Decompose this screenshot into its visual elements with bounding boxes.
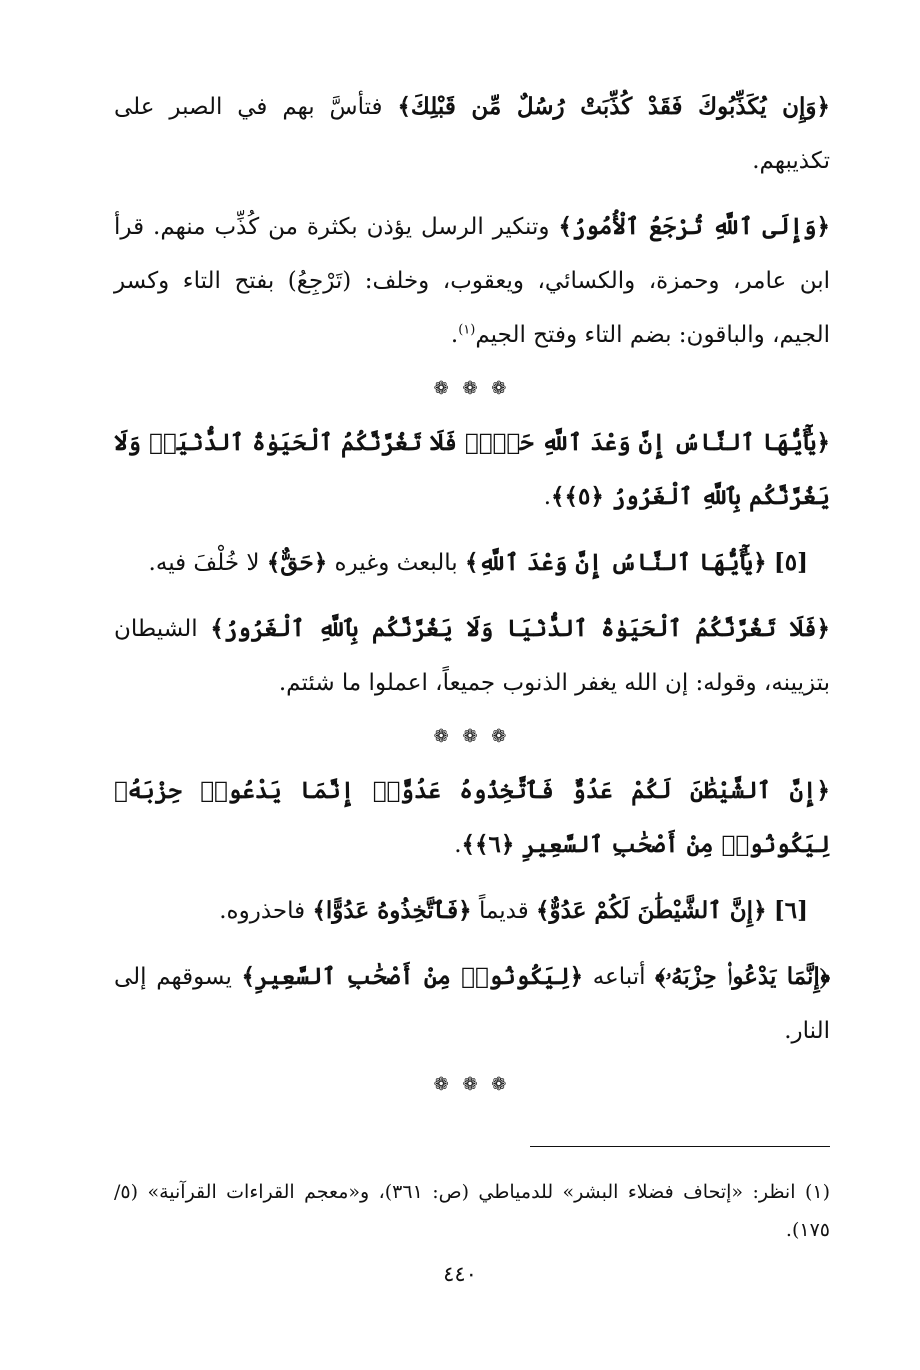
commentary-text: أتباعه	[583, 964, 656, 990]
verse-number: [٥]	[773, 549, 808, 576]
commentary-text: قديماً	[471, 898, 537, 924]
commentary-text: فاحذروه.	[219, 898, 313, 924]
page-number: ٤٤٠	[443, 1262, 477, 1286]
tafsir-5-b	[114, 602, 830, 710]
footnote-text: انظر: «إتحاف فضلاء البشر» للدمياطي (ص: ٣٦١)، و«معجم القراءات القرآنية» (٥/ ١٧٥).	[114, 1181, 830, 1241]
quran-verse: ﴿يَٰٓأَيُّهَا ٱلنَّاسُ إِنَّ وَعْدَ ٱللَّهِ حَقٌّۖ فَلَا تَغُرَّنَّكُمُ ٱلْحَيَوٰةُ ٱلدُّنْيَاۖ وَلَا يَغُرَّنَّكُم بِٱللَّهِ ٱلْغَرُورُ ﴿٥﴾﴾	[114, 429, 830, 510]
footnote-1	[114, 1173, 830, 1249]
commentary-text: الشيطان بتزيينه، وقوله: إن الله يغفر الذنوب جميعاً، اعملوا ما شئتم.	[114, 616, 830, 696]
commentary-text: يسوقهم إلى النار.	[114, 964, 830, 1044]
section-separator: ❁ ❁ ❁	[433, 726, 511, 747]
quran-quote: ﴿حَقٌّ﴾	[266, 549, 328, 576]
sentence-end: .	[450, 322, 459, 348]
quran-verse: ﴿إِنَّ ٱلشَّيْطَٰنَ لَكُمْ عَدُوٌّ فَٱتَّخِذُوهُ عَدُوًّاۚ إِنَّمَا يَدْعُوا۟ حِزْبَهُۥ لِيَكُونُوا۟ مِنْ أَصْحَٰبِ ٱلسَّعِيرِ ﴿٦﴾﴾	[114, 777, 830, 858]
verse-6	[114, 764, 830, 872]
footnote-divider	[530, 1146, 830, 1147]
commentary-text: فتأسَّ بهم في الصبر على تكذيبهم.	[114, 94, 830, 174]
quran-quote: ﴿إِنَّ ٱلشَّيْطَٰنَ لَكُمْ عَدُوٌّ﴾	[536, 897, 767, 924]
quran-quote: ﴿إِنَّمَا يَدْعُوا۟ حِزْبَهُۥ﴾	[655, 963, 831, 990]
verse-number: [٦]	[773, 897, 808, 924]
page-body	[114, 80, 830, 1310]
tafsir-6-b	[114, 950, 830, 1058]
footnote-marker: (١)	[804, 1181, 830, 1203]
footnote-reference[interactable]: (١)	[458, 322, 476, 338]
verse-5	[114, 416, 830, 524]
section-separator: ❁ ❁ ❁	[433, 378, 511, 399]
quran-quote: ﴿لِيَكُونُوا۟ مِنْ أَصْحَٰبِ ٱلسَّعِيرِ﴾	[241, 963, 584, 990]
quran-quote: ﴿فَٱتَّخِذُوهُ عَدُوًّا﴾	[312, 897, 472, 924]
sentence-end: .	[454, 832, 462, 858]
section-separator: ❁ ❁ ❁	[433, 1074, 511, 1095]
tafsir-6-a	[114, 884, 830, 938]
quran-quote: ﴿وَإِلَى ٱللَّهِ تُرْجَعُ ٱلْأُمُورُ﴾	[558, 213, 830, 240]
tafsir-5-a	[114, 536, 830, 590]
commentary-text: وتنكير الرسل يؤذن بكثرة من كُذِّب منهم. قرأ ابن عامر، وحمزة، والكسائي، ويعقوب، وخلف: (تَرْجِعُ) بفتح التاء وكسر الجيم، والباقون: بضم التاء وفتح الجيم	[114, 214, 830, 348]
sentence-end: .	[543, 484, 552, 510]
quran-quote: ﴿وَإِن يُكَذِّبُوكَ فَقَدْ كُذِّبَتْ رُسُلٌ مِّن قَبْلِكَ﴾	[397, 93, 830, 120]
paragraph-1	[114, 80, 830, 188]
commentary-text: لا خُلْفَ فيه.	[148, 550, 267, 576]
paragraph-2	[114, 200, 830, 362]
quran-quote: ﴿يَٰٓأَيُّهَا ٱلنَّاسُ إِنَّ وَعْدَ ٱللَّهِ﴾	[464, 549, 767, 576]
commentary-text: بالبعث وغيره	[327, 550, 465, 576]
quran-quote: ﴿فَلَا تَغُرَّنَّكُمُ ٱلْحَيَوٰةُ ٱلدُّنْيَا وَلَا يَغُرَّنَّكُم بِٱللَّهِ ٱلْغَرُورُ﴾	[210, 615, 831, 642]
